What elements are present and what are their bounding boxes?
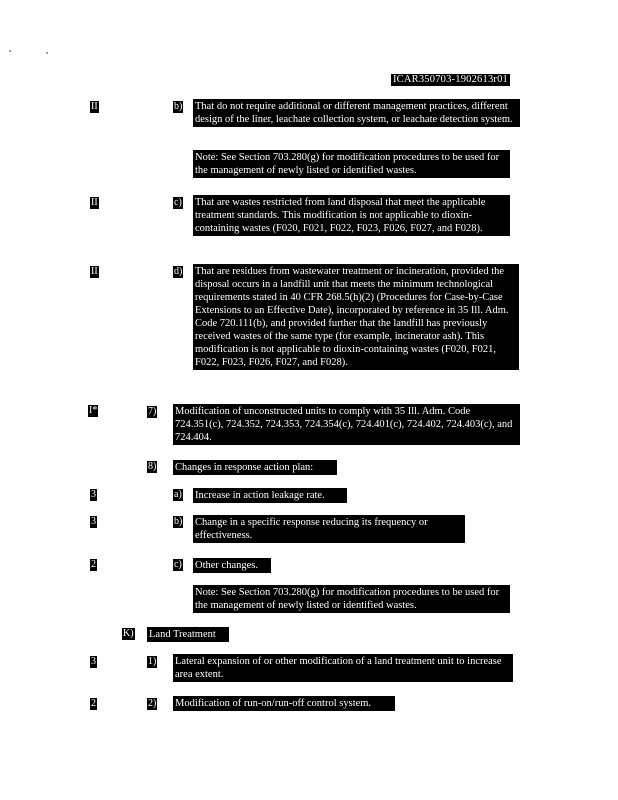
- item-text: Changes in response action plan:: [173, 460, 337, 475]
- item-label: c): [174, 559, 182, 570]
- item-label: a): [174, 489, 182, 500]
- item-label: 2): [148, 698, 157, 709]
- item-text: Modification of run-on/run-off control system.: [173, 696, 395, 711]
- item-note: Note: See Section 703.280(g) for modification procedures to be used for the management of newly listed or identified wastes.: [193, 150, 510, 178]
- item-note: Note: See Section 703.280(g) for modification procedures to be used for the management of newly listed or identified wastes.: [193, 585, 510, 613]
- item-label: d): [174, 266, 183, 277]
- item-text: That do not require additional or different management practices, different design of the liner, leachate collection system, or leachate detection system.: [193, 99, 520, 127]
- item-text: Lateral expansion of or other modification of a land treatment unit to increase area extent.: [173, 654, 513, 682]
- item-text: That are wastes restricted from land disposal that meet the applicable treatment standards. This modification is not applicable to dioxin-containing wastes (F020, F021, F022, F023, F026, F027, and F028).: [193, 195, 510, 236]
- item-text: Modification of unconstructed units to comply with 35 Ill. Adm. Code 724.351(c), 724.352, 724.353, 724.354(c), 724.401(c), 724.402, 724.403(c), and 724.404.: [173, 404, 520, 445]
- left-margin-mark: 2: [91, 698, 96, 709]
- document-id: ICAR350703-1902613r01: [392, 74, 508, 85]
- item-label: 8): [148, 461, 157, 472]
- item-label: 1): [148, 656, 157, 667]
- left-margin-mark: 2: [91, 559, 96, 570]
- item-text: Increase in action leakage rate.: [193, 488, 347, 503]
- item-label: b): [174, 516, 183, 527]
- left-margin-mark: 3: [91, 656, 96, 667]
- section-label: K): [123, 628, 134, 639]
- item-text: Other changes.: [193, 558, 271, 573]
- left-margin-mark: II: [91, 266, 98, 277]
- item-label: 7): [148, 406, 157, 417]
- left-margin-mark: 3: [91, 489, 96, 500]
- section-title: Land Treatment: [147, 627, 229, 642]
- left-margin-mark: II: [91, 101, 98, 112]
- left-margin-mark: II: [91, 197, 98, 208]
- item-text: That are residues from wastewater treatment or incineration, provided the disposal occurs in a landfill unit that meets the minimum technological requirements stated in 40 CFR 268.5(h)(2) (Procedures for Case-by-Case Extensions to an Effective Date), incorporated by reference in 35 Ill. Adm. Code 720.111(b), and provided further that the landfill has previously received wastes of the same type (for example, incinerator ash). This modification is not applicable to dioxin-containing wastes (F020, F021, F022, F023, F026, F027, and F028).: [193, 264, 519, 370]
- left-margin-mark: 3: [91, 516, 96, 527]
- item-label: b): [174, 101, 183, 112]
- left-margin-mark: I*: [89, 405, 98, 416]
- scan-speck: [9, 50, 11, 52]
- scan-speck: [46, 52, 48, 54]
- item-text: Change in a specific response reducing its frequency or effectiveness.: [193, 515, 465, 543]
- item-label: c): [174, 197, 182, 208]
